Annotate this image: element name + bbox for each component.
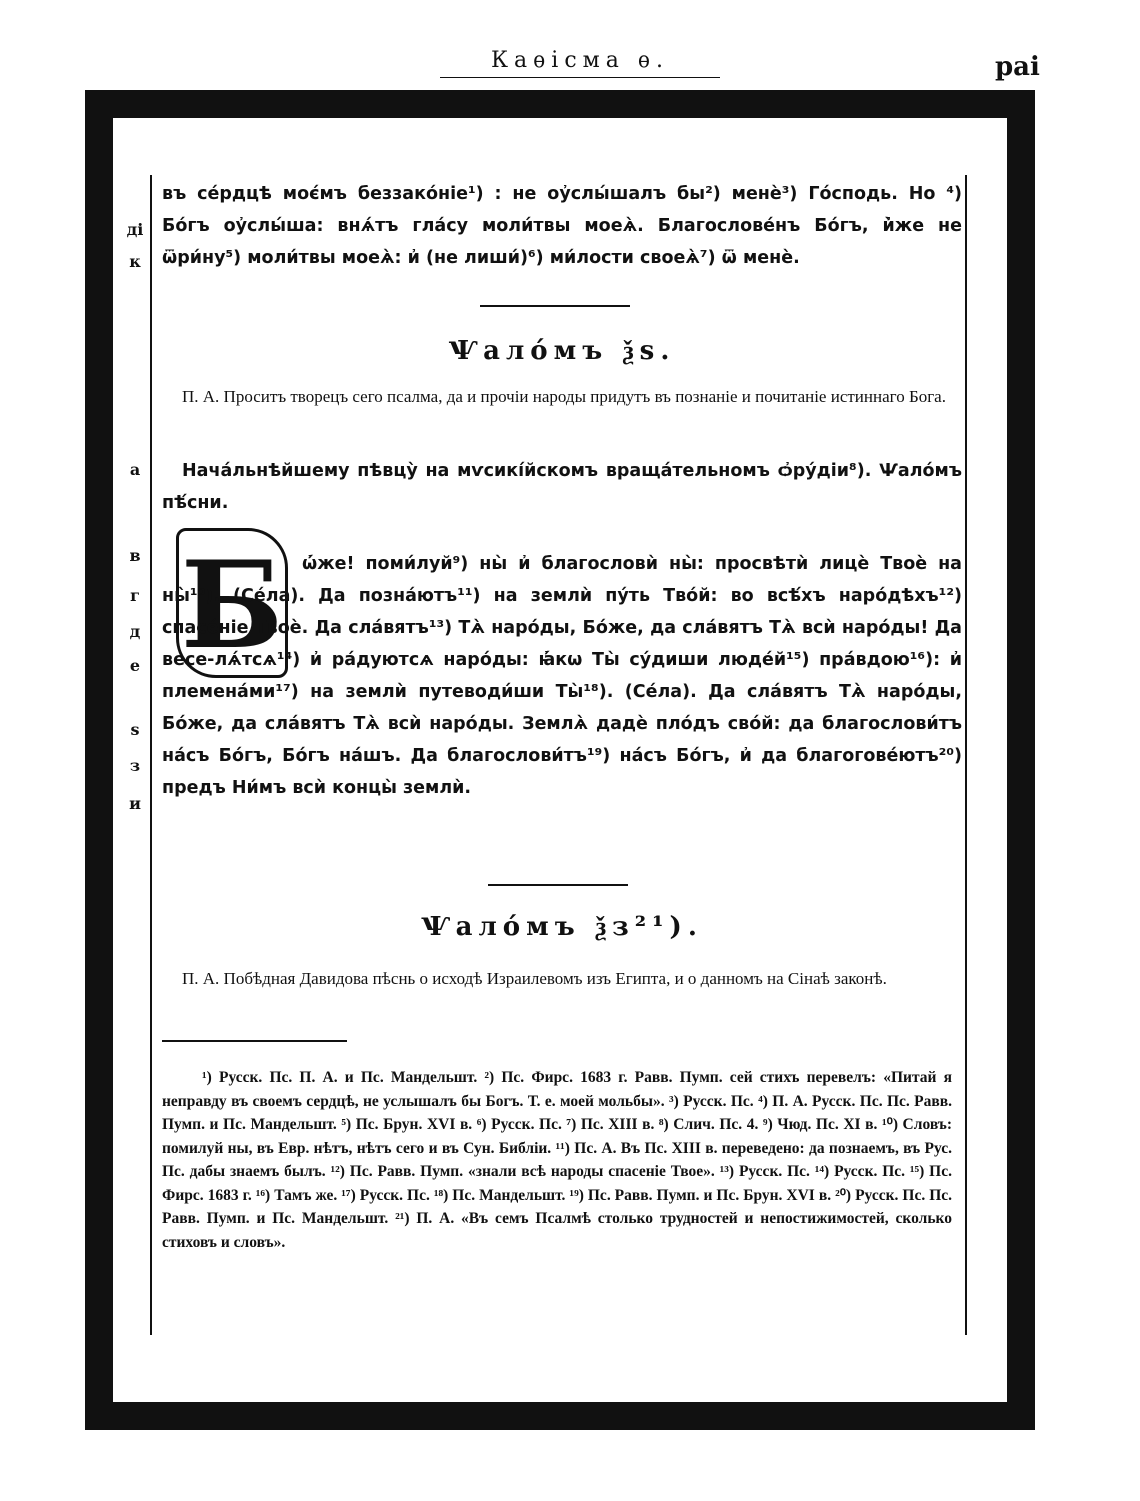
column-rule-left — [150, 175, 152, 1335]
footnote-rule — [162, 1040, 347, 1042]
drop-cap: Б — [176, 528, 288, 678]
margin-number: в — [129, 546, 141, 565]
psalm-66-title: Ѱало́мъ ѯѕ. — [448, 336, 676, 366]
margin-number: з — [129, 756, 141, 775]
margin-number: е — [129, 656, 141, 675]
psalm-66-superscription: Нача́льнѣйшему пѣвцу̀ на мѵсикі́йскомъ враща́тельномъ ѻ҆ру́діи⁸). Ѱало́мъ пѣ́сни. — [162, 461, 962, 513]
margin-number: и — [129, 794, 141, 813]
psalm-66-verses: ѡ҆́же! поми́луй⁹) ны̀ и҆ благословѝ ны̀: просвѣтѝ лицѐ Твоѐ на ны̀¹⁰). (Се́ла). Да позна́ютъ¹¹) на землѝ пу́ть Тво́й: во всѣ́хъ наро́дѣхъ¹²) спасе́ніе Твоѐ. Да сла́вятъ¹³) Тѧ̀ наро́ды, Бо́же, да сла́вятъ Тѧ̀ всѝ наро́ды! Да весе-лѧ́тсѧ¹⁴) и҆ ра́дуютсѧ наро́ды: ꙗ҆́кѡ Ты̀ су́диши люде́й¹⁵) пра́вдою¹⁶): и҆ племена́ми¹⁷) на землѝ путеводи́ши Ты̀¹⁸). (Се́ла). Да сла́вятъ Тѧ̀ наро́ды, Бо́же, да сла́вятъ Тѧ̀ всѝ наро́ды. Землѧ̀ дадѐ пло́дъ сво́й: да благослови́тъ на́съ Бо́гъ, Бо́гъ на́шъ. Да благослови́тъ¹⁹) на́съ Бо́гъ, и҆ да благогове́ютъ²⁰) предъ Ни́мъ всѝ концы̀ землѝ. — [162, 554, 962, 798]
section-rule — [488, 884, 628, 886]
page-number: раі — [995, 52, 1040, 82]
psalm-67-summary: П. А. Побѣдная Давидова пѣснь о исходѣ Израилевомъ изъ Египта, и о данномъ на Сінаѣ законѣ. — [182, 969, 887, 988]
footnotes: ¹) Русск. Пс. П. А. и Пс. Мандельшт. ²) Пс. Фирс. 1683 г. Равв. Пумп. сей стихъ перевелъ: «Питай я неправду въ своемъ сердцѣ, не услышалъ бы Богъ. Т. е. моей мольбы». ³) Русск. Пс. ⁴) П. А. Русск. Пс. Пс. Равв. Пумп. и Пс. Мандельшт. ⁵) Пс. Брун. XVI в. ⁶) Русск. Пс. ⁷) Пс. XIII в. ⁸) Слич. Пс. 4. ⁹) Чюд. Пс. XI в. ¹⁰) Словъ: помилуй ны, въ Евр. нѣтъ, нѣтъ сего и въ Сун. Библіи. ¹¹) Пс. А. Въ Пс. XIII в. переведено: да познаемъ, въ Рус. Пс. дабы знаемъ былъ. ¹²) Пс. Равв. Пумп. «знали всѣ народы спасеніе Твое». ¹³) Русск. Пс. ¹⁴) Русск. Пс. ¹⁵) Пс. Фирс. 1683 г. ¹⁶) Тамъ же. ¹⁷) Русск. Пс. ¹⁸) Пс. Мандельшт. ¹⁹) Пс. Равв. Пумп. и Пс. Брун. XVI в. ²⁰) Русск. Пс. Пс. Равв. Пумп. и Пс. Мандельшт. ²¹) П. А. «Въ семъ Псалмѣ столько трудностей и непостижимостей, сколько стиховъ и словъ». — [162, 1069, 952, 1251]
margin-number: г — [130, 586, 140, 605]
margin-number: к — [129, 252, 141, 271]
margin-number: д — [129, 622, 141, 641]
margin-number: а — [129, 460, 141, 479]
psalm-66-summary: П. А. Проситъ творецъ сего псалма, да и прочіи народы придутъ въ познаніе и почитаніе истиннаго Бога. — [182, 387, 946, 406]
margin-number: ѕ — [130, 720, 140, 739]
column-rule-right — [965, 175, 967, 1335]
section-rule — [480, 305, 630, 307]
running-head: Каѳісма ѳ. — [440, 48, 720, 78]
psalm-67-title: Ѱало́мъ ѯз²¹). — [421, 912, 703, 942]
body-text-top: въ се́рдцѣ моє́мъ беззако́ніе¹) : не оу҆слы́шалъ бы²) менѐ³) Го́сподь. Но ⁴) Бо́гъ оу҆слы́ша: внѧ́тъ гла́су моли́твы моеѧ̀. Благослове́нъ Бо́гъ, и҆̀же не ѿри́ну⁵) моли́твы моеѧ̀: и҆ (не лиши́)⁶) ми́лости своеѧ̀⁷) ѿ менѐ. — [162, 184, 962, 268]
margin-number: ді — [126, 220, 144, 239]
